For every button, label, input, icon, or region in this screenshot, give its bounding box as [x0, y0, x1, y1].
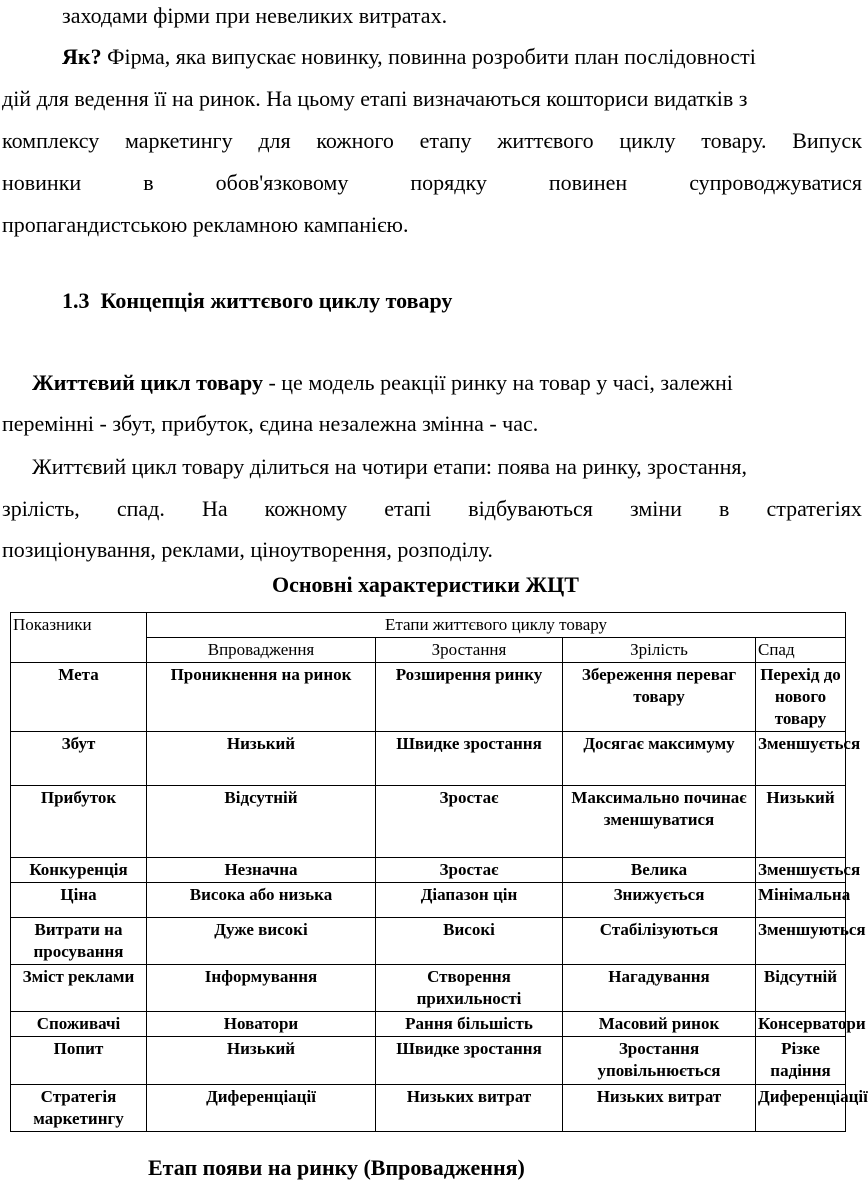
table-cell: Відсутній	[147, 786, 376, 858]
table-row	[11, 883, 846, 918]
row-label: Ціна	[11, 883, 147, 918]
word: етапу	[419, 128, 472, 153]
table-cell: Знижується	[563, 883, 756, 918]
definition-line-1	[32, 370, 733, 396]
row-label: Мета	[11, 663, 147, 732]
table-cell: Масовий ринок	[563, 1012, 756, 1037]
definition-line-2: перемінні - збут, прибуток, єдина незалежна змінна - час.	[2, 411, 539, 436]
table-cell: Низький	[147, 732, 376, 786]
definition-line-3: Життєвий цикл товару ділиться на чотири етапи: поява на ринку, зростання,	[32, 454, 747, 479]
table-cell: Диференціації	[147, 1085, 376, 1132]
intro-line-1-rest: Фірма, яка випускає новинку, повинна розробити план послідовності	[101, 44, 756, 69]
word: циклу	[619, 128, 676, 153]
word: в	[143, 170, 154, 195]
word: маркетингу	[124, 128, 233, 153]
definition-term: Життєвий цикл товару	[32, 370, 263, 395]
definition-line-1-rest: - це модель реакції ринку на товар у часі, залежні	[262, 370, 733, 395]
table-cell: Високі	[376, 918, 563, 965]
word: кожному	[264, 496, 348, 521]
word: товару.	[701, 128, 767, 153]
word: життєвого	[497, 128, 594, 153]
table-row	[11, 965, 846, 1012]
word: обов'язковому	[215, 170, 349, 195]
table-cell: Низьких витрат	[376, 1085, 563, 1132]
table-cell: Зменшується	[756, 858, 846, 883]
intro-line-5: пропагандистською рекламною кампанією.	[2, 212, 409, 237]
intro-line-1	[62, 44, 756, 70]
word: зрілість,	[2, 496, 80, 521]
stage-decline: Спад	[756, 638, 846, 663]
table-cell: Швидке зростання	[376, 732, 563, 786]
table-cell: Нагадування	[563, 965, 756, 1012]
word: в	[718, 496, 730, 521]
table-cell: Низький	[147, 1037, 376, 1085]
table-cell: Диференціації	[756, 1085, 846, 1132]
word: порядку	[410, 170, 487, 195]
table-row	[11, 1012, 846, 1037]
header-indicators: Показники	[11, 613, 147, 663]
table-cell: Висока або низька	[147, 883, 376, 918]
table-cell: Рання більшість	[376, 1012, 563, 1037]
how-label: Як?	[62, 44, 102, 69]
table-cell: Зменшується	[756, 732, 846, 786]
stage-introduction: Впровадження	[147, 638, 376, 663]
table-cell: Низьких витрат	[563, 1085, 756, 1132]
table-cell: Консерватори	[756, 1012, 846, 1037]
definition-line-4	[2, 496, 862, 522]
table-cell: Незначна	[147, 858, 376, 883]
table-cell: Різке падіння	[756, 1037, 846, 1085]
word: етапі	[384, 496, 432, 521]
intro-line-0: заходами фірми при невеликих витратах.	[62, 3, 448, 28]
section-heading	[62, 288, 452, 314]
table-cell: Досягає максимуму	[563, 732, 756, 786]
row-label: Конкуренція	[11, 858, 147, 883]
row-label: Витрати на просування	[11, 918, 147, 965]
table-cell: Велика	[563, 858, 756, 883]
header-stages: Етапи життєвого циклу товару	[147, 613, 846, 638]
table-cell: Діапазон цін	[376, 883, 563, 918]
table-row	[11, 732, 846, 786]
table-cell: Інформування	[147, 965, 376, 1012]
word: спад.	[116, 496, 165, 521]
table-cell: Новатори	[147, 1012, 376, 1037]
table-cell: Зростає	[376, 858, 563, 883]
next-section-heading: Етап появи на ринку (Впровадження)	[148, 1155, 525, 1180]
table-cell: Дуже високі	[147, 918, 376, 965]
word: Випуск	[792, 128, 862, 153]
table-cell: Мінімальна	[756, 883, 846, 918]
table-cell: Стабілізуються	[563, 918, 756, 965]
table-row	[11, 858, 846, 883]
table-cell: Перехід до нового товару	[756, 663, 846, 732]
table-row	[11, 1037, 846, 1085]
table-cell: Відсутній	[756, 965, 846, 1012]
table-row	[11, 1085, 846, 1132]
word: для	[258, 128, 291, 153]
word: новинки	[2, 170, 82, 195]
row-label: Збут	[11, 732, 147, 786]
section-number: 1.3	[62, 288, 90, 313]
definition-line-5: позиціонування, реклами, ціноутворення, розподілу.	[2, 537, 493, 562]
word: супроводжуватися	[689, 170, 862, 195]
stage-maturity: Зрілість	[563, 638, 756, 663]
table-row	[11, 786, 846, 858]
word: кожного	[316, 128, 394, 153]
table-cell: Максимально починає зменшуватися	[563, 786, 756, 858]
word: На	[201, 496, 228, 521]
row-label: Споживачі	[11, 1012, 147, 1037]
intro-line-4	[2, 170, 862, 196]
word: стратегіях	[766, 496, 862, 521]
intro-line-2: дій для ведення її на ринок. На цьому етапі визначаються кошториси видатків з	[2, 86, 748, 111]
word: комплексу	[2, 128, 100, 153]
table-cell: Збереження переваг товару	[563, 663, 756, 732]
table-cell: Розширення ринку	[376, 663, 563, 732]
table-row	[11, 918, 846, 965]
table-cell: Швидке зростання	[376, 1037, 563, 1085]
table-cell: Створення прихильності	[376, 965, 563, 1012]
table-cell: Зменшуються	[756, 918, 846, 965]
table-header-row	[11, 613, 846, 638]
lifecycle-table	[10, 612, 868, 1132]
intro-line-3	[2, 128, 862, 154]
table-cell: Зростає	[376, 786, 563, 858]
table-cell: Низький	[756, 786, 846, 858]
row-label: Попит	[11, 1037, 147, 1085]
stage-growth: Зростання	[376, 638, 563, 663]
word: зміни	[629, 496, 682, 521]
table-cell: Зростання уповільнюється	[563, 1037, 756, 1085]
row-label: Зміст реклами	[11, 965, 147, 1012]
word: відбуваються	[468, 496, 593, 521]
word: повинен	[548, 170, 628, 195]
table-caption: Основні характеристики ЖЦТ	[272, 572, 579, 597]
table-cell: Проникнення на ринок	[147, 663, 376, 732]
row-label: Стратегія маркетингу	[11, 1085, 147, 1132]
section-title: Концепція життєвого циклу товару	[100, 288, 453, 313]
table-row	[11, 663, 846, 732]
row-label: Прибуток	[11, 786, 147, 858]
